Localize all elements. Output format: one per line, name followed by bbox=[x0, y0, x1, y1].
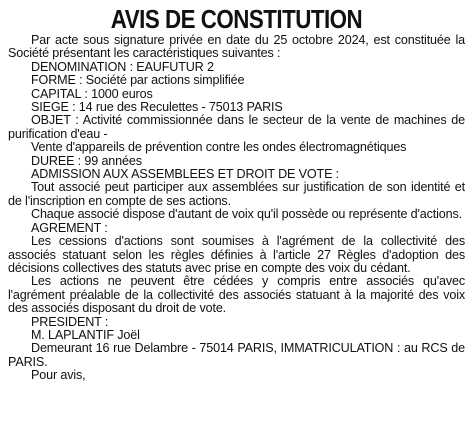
siege-line: SIEGE : 14 rue des Reculettes - 75013 PARIS bbox=[31, 100, 283, 115]
legal-notice bbox=[8, 0, 465, 383]
address-registration-paragraph: Demeurant 16 rue Delambre - 75014 PARIS, IMMATRICULATION : au RCS de PARIS. bbox=[8, 341, 465, 369]
objet-paragraph: OBJET : Activité commissionnée dans le secteur de la vente de machines de purification d'eau - bbox=[8, 113, 465, 141]
president-name: M. LAPLANTIF Joël bbox=[31, 327, 140, 342]
denomination-line: DENOMINATION : EAUFUTUR 2 bbox=[31, 59, 214, 74]
capital-line: CAPITAL : 1000 euros bbox=[31, 86, 153, 101]
signature-line: Pour avis, bbox=[31, 368, 86, 383]
notice-body bbox=[8, 34, 465, 383]
duree-line: DUREE : 99 années bbox=[31, 153, 142, 168]
voting-rights-paragraph: Chaque associé dispose d'autant de voix qu'il possède ou représente d'actions. bbox=[31, 207, 462, 222]
cessions-paragraph: Les cessions d'actions sont soumises à l'agrément de la collectivité des associés statuant selon les règles définies à l'article 27 Règles d'adoption des décisions collectives des statuts avec prise en compte des voix du cédant. bbox=[8, 234, 465, 275]
admission-heading: ADMISSION AUX ASSEMBLEES ET DROIT DE VOTE : bbox=[31, 167, 340, 182]
forme-line: FORME : Société par actions simplifiée bbox=[31, 73, 245, 88]
president-heading: PRESIDENT : bbox=[31, 314, 109, 329]
objet-continuation: Vente d'appareils de prévention contre les ondes électromagnétiques bbox=[31, 140, 407, 155]
notice-title: AVIS DE CONSTITUTION bbox=[110, 4, 363, 34]
agrement-heading: AGREMENT : bbox=[31, 220, 108, 235]
actions-transfer-paragraph: Les actions ne peuvent être cédées y compris entre associés qu'avec l'agrément préalable de la collectivité des associés statuant à la majorité des voix des associés disposant du droit de vote. bbox=[8, 274, 465, 316]
admission-paragraph: Tout associé peut participer aux assemblées sur justification de son identité et de l'inscription en compte de ses actions. bbox=[8, 180, 465, 208]
intro-paragraph: Par acte sous signature privée en date du 25 octobre 2024, est constituée la Société présentant les caractéristiques suivantes : bbox=[8, 33, 465, 61]
